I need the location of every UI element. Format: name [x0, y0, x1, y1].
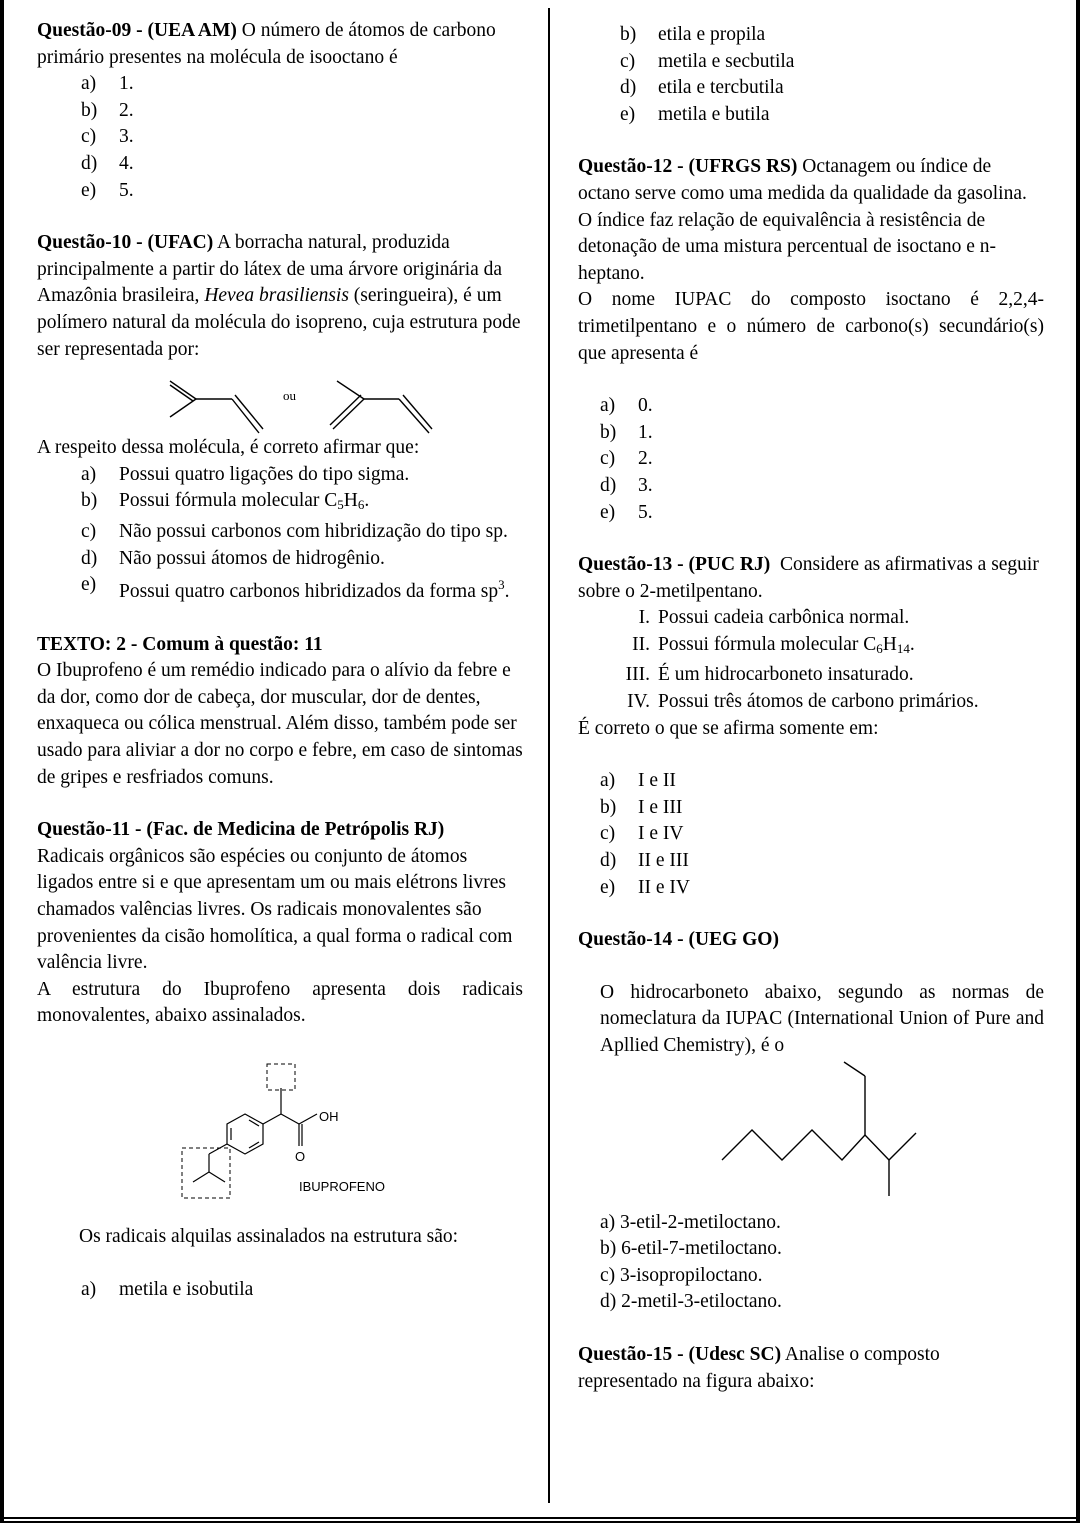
options-list-continued [578, 22, 1044, 128]
question-15: Questão-15 - (Udesc SC) Analise o composto representado na figura abaixo: [578, 1343, 940, 1392]
option-item: a) 3-etil-2-metiloctano. [600, 1211, 781, 1233]
statement-item: IV. Possui três átomos de carbono primários. [627, 691, 979, 713]
option-item: b) 1. [600, 421, 653, 443]
question-header: Questão-14 - (UEG GO) [578, 929, 779, 951]
page-border-bottom [0, 1517, 1080, 1523]
page-border-right [1076, 0, 1080, 1523]
option-item: d) Não possui átomos de hidrogênio. [81, 547, 385, 569]
option-item: a) Possui quatro ligações do tipo sigma. [81, 463, 410, 485]
option-item: d) 3. [600, 474, 653, 496]
question-09 [37, 18, 523, 204]
question-header: Questão-13 - (PUC RJ) [578, 554, 771, 576]
option-item: e) 5. [81, 179, 134, 201]
question-11 [37, 817, 523, 1303]
species-name: Hevea brasiliensis [204, 285, 349, 307]
question-text: O hidrocarboneto abaixo, segundo as normas de nomeclatura da IUPAC (International Union of Pure and Apllied Chemistry), é o [600, 981, 1044, 1056]
options-list [578, 393, 1044, 526]
ibuprofen-structure-svg [37, 1050, 523, 1208]
question-statement: A respeito dessa molécula, é correto afirmar que: [37, 437, 420, 459]
isoprene-structure-svg [37, 363, 523, 435]
question-prompt: É correto o que se afirma somente em: [578, 717, 879, 739]
page-border-left [0, 0, 4, 1523]
question-14 [578, 927, 1044, 1316]
left-column [37, 18, 523, 1303]
shared-text-2 [37, 632, 523, 792]
option-item: e) metila e butila [620, 103, 770, 125]
column-divider [548, 8, 550, 1503]
statement-item: I. Possui cadeia carbônica normal. [638, 607, 910, 629]
option-item: b) etila e propila [620, 24, 766, 45]
question-header: Questão-10 - (UFAC) [37, 232, 214, 254]
question-header: Questão-12 - (UFRGS RS) [578, 156, 798, 178]
statement-item: III. É um hidrocarboneto insaturado. [625, 664, 914, 686]
option-item: c) 2. [600, 448, 653, 470]
options-list [578, 768, 1044, 901]
oh-label: OH [319, 1109, 339, 1124]
question-header: Questão-11 - (Fac. de Medicina de Petrópolis RJ) [37, 819, 445, 841]
text-header: TEXTO: 2 - Comum à questão: 11 [37, 633, 323, 655]
right-column [578, 22, 1044, 1395]
option-item: d) 4. [81, 152, 134, 174]
statements-list [578, 605, 1044, 715]
options-list [578, 1210, 1044, 1316]
option-item: d) 2-metil-3-etiloctano. [600, 1291, 782, 1313]
figure-caption: IBUPROFENO [299, 1179, 385, 1194]
option-item: a) 1. [81, 73, 134, 95]
question-header: Questão-15 - (Udesc SC) [578, 1343, 782, 1365]
option-item: b) 2. [81, 99, 134, 121]
question-text: O número de átomos de carbono primário presentes na molécula de isooctano é [37, 20, 496, 68]
text-body: O Ibuprofeno é um remédio indicado para o alívio da febre e da dor, como dor de cabeça, dor muscular, dor de dentes, enxaqueca ou cólica menstrual. Além disso, também pode ser usado para aliviar a dor no corpo e febre, em caso de sintomas de gripes e resfriados comuns. [37, 660, 523, 788]
option-item: b) 6-etil-7-metiloctano. [600, 1238, 782, 1260]
question-text: Radicais orgânicos são espécies ou conjunto de átomos ligados entre si e que apresentam um ou mais elétrons livres chamados valências livres. Os radicais monovalentes são provenientes da cisão homolítica, a qual forma o radical com valência livre. [37, 845, 513, 974]
option-item: e) II e IV [600, 876, 690, 898]
option-item: c) Não possui carbonos com hibridização do tipo sp. [81, 520, 508, 542]
option-item: e) 5. [600, 501, 653, 523]
option-item: d) etila e tercbutila [620, 77, 784, 99]
question-12: Questão-12 - (UFRGS RS) Octanagem ou índice de octano serve como uma medida da qualidade da gasolina. O índice faz relação de equivalência à resistência de detonação de uma mistura percentual de isoctano e n-heptano. O nome IUPAC do composto isoctano é 2,2,4-trimetilpentano e o número de carbono(s) secundário(s) que apresenta é a) 0. b) 1. c) 2. d) 3. e) 5. [578, 154, 1044, 526]
option-item: e) Possui quatro carbonos hibridizados da forma $sp^3$. [81, 574, 510, 603]
ibuprofen-figure [37, 1050, 523, 1208]
hydrocarbon-figure [578, 1060, 1044, 1200]
question-text: A estrutura do Ibuprofeno apresenta dois radicais monovalentes, abaixo assinalados. [37, 978, 523, 1027]
option-item: a) I e II [600, 770, 676, 792]
statement-item: II. Possui fórmula molecular $C_6H_{14}$. [632, 633, 915, 656]
option-item: a) metila e isobutila [81, 1278, 254, 1300]
options-list [37, 462, 523, 606]
isoprene-structures-figure [37, 363, 523, 435]
option-item: c) metila e secbutila [620, 50, 795, 72]
option-item: c) 3. [81, 126, 134, 148]
option-item: b) Possui fórmula molecular $C_5H_6$. [81, 490, 370, 513]
hydrocarbon-structure-svg [578, 1060, 1044, 1200]
option-item: d) II e III [600, 850, 689, 872]
options-list [37, 1277, 523, 1304]
question-13: Questão-13 - (PUC RJ) Considere as afirmativas a seguir sobre o 2-metilpentano. I. Possui cadeia carbônica normal. II. Possui fórmula molecular $C_6H_{14}$. III. É um hidrocarboneto insaturado. IV. Possui três átomos de carbono primários. É correto o que se afirma somente em: a) I e II b) I e III c) I e IV d) II e III e) II e IV [578, 552, 1044, 901]
question-header: Questão-09 - (UEA AM) [37, 20, 237, 41]
option-item: a) 0. [600, 395, 653, 417]
option-item: b) I e III [600, 796, 683, 818]
question-prompt: Os radicais alquilas assinalados na estrutura são: [79, 1226, 459, 1247]
oxygen-label: O [295, 1149, 306, 1164]
option-item: c) 3-isopropiloctano. [600, 1264, 763, 1286]
options-list [37, 71, 523, 204]
figure-or-label: ou [283, 388, 296, 404]
option-item: c) I e IV [600, 823, 684, 845]
question-text: O nome IUPAC do composto isoctano é 2,2,4-trimetilpentano e o número de carbono(s) secundário(s) que apresenta é [578, 289, 1044, 364]
question-10: Questão-10 - (UFAC) A borracha natural, produzida principalmente a partir do látex de uma árvore originária da Amazônia brasileira, Hevea brasiliensis (seringueira), é um polímero natural da molécula do isopreno, cuja estrutura pode ser representada por: ou A respeito dessa molécula, é correto afirmar que: a) Possui quatro ligações do tipo sigma. b) Possui fórmula molecular $C_5H_6$. c) Não possui carbonos com hibridização do tipo sp. d) Não possui átomos de hidrogênio. e) Possui quatro carbonos hibridizados da forma $sp^3$. [37, 230, 523, 606]
